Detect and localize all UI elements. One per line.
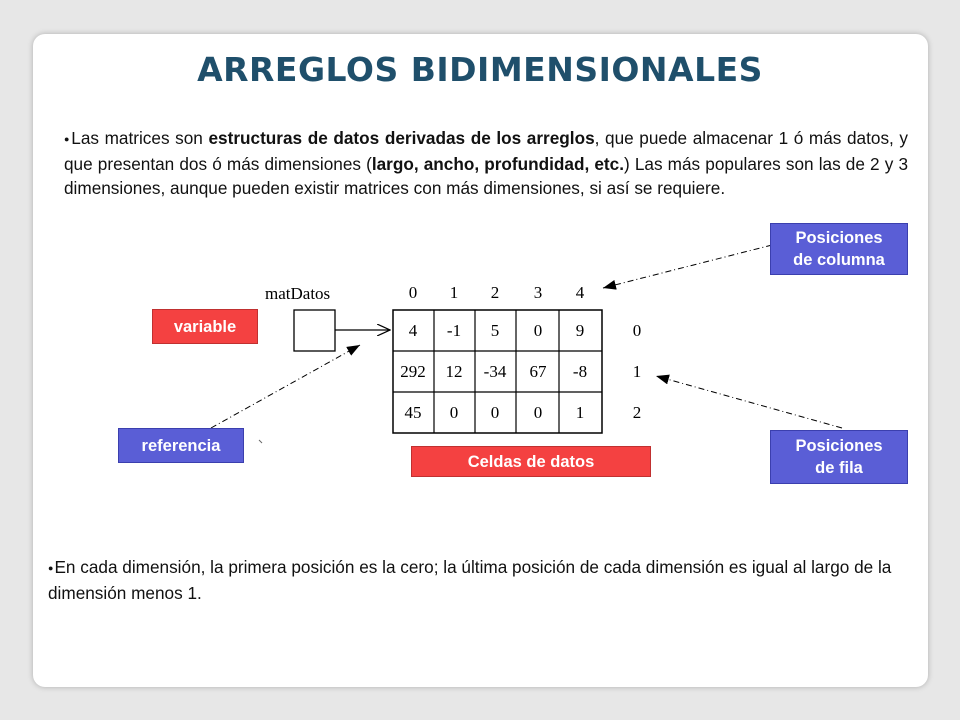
matrix-cell: -8 xyxy=(572,362,588,381)
column-positions-arrow xyxy=(603,245,772,288)
matrix-cell: 9 xyxy=(575,321,585,340)
matrix-cell: 12 xyxy=(445,362,463,381)
matrix-cell: 292 xyxy=(400,362,426,381)
celdas-label-text: Celdas de datos xyxy=(467,452,595,471)
referencia-arrow xyxy=(211,345,360,428)
column-positions-label xyxy=(770,223,908,275)
matrix-cell: 0 xyxy=(490,403,500,422)
matrix-cell: 0 xyxy=(533,321,543,340)
matrix-cell: 4 xyxy=(408,321,418,340)
variable-name-text: matDatos xyxy=(265,284,331,303)
stray-mark xyxy=(259,440,262,443)
variable-label-text: variable xyxy=(173,317,237,336)
matrix-cell: 0 xyxy=(533,403,543,422)
intro-text-1: Las matrices son xyxy=(71,128,209,148)
row-positions-line1: Posiciones xyxy=(795,437,883,455)
closing-text: En cada dimensión, la primera posición es la cero; la última posición de cada dimensión es igual al largo de la dimensión menos 1. xyxy=(48,557,892,603)
column-positions-line2: de columna xyxy=(793,251,885,269)
reference-box xyxy=(294,310,335,351)
column-index: 1 xyxy=(449,283,459,302)
row-index: 0 xyxy=(632,321,642,340)
column-index: 3 xyxy=(533,283,543,302)
intro-bold-1: estructuras de datos derivadas de los arreglos xyxy=(208,128,595,148)
column-index: 2 xyxy=(490,283,500,302)
row-index: 2 xyxy=(632,403,642,422)
matrix-cell: 0 xyxy=(449,403,459,422)
matrix-cell: 67 xyxy=(529,362,547,381)
row-positions-arrow xyxy=(656,376,842,428)
matrix-cell: 1 xyxy=(575,403,585,422)
variable-label xyxy=(152,309,258,344)
column-positions-line1: Posiciones xyxy=(795,229,883,247)
bullet-icon: ● xyxy=(48,563,54,574)
intro-text-3: ) Las más populares son las de 2 y 3 dimensiones, aunque pueden existir matrices con más dimensiones, si así se requiere. xyxy=(64,153,909,199)
intro-bold-2: largo, ancho, profundidad, etc. xyxy=(371,153,624,174)
matrix-cell: 45 xyxy=(404,403,422,422)
closing-paragraph xyxy=(48,555,908,605)
row-positions-label xyxy=(770,430,908,484)
column-index: 0 xyxy=(408,283,418,302)
matrix-cell: -1 xyxy=(446,321,462,340)
celdas-label xyxy=(411,446,651,477)
intro-text-2: , que puede almacenar 1 ó más datos, y que presentan dos ó más dimensiones ( xyxy=(64,128,909,174)
referencia-label-text: referencia xyxy=(141,436,221,455)
matrix-cell: 5 xyxy=(490,321,500,340)
row-positions-line2: de fila xyxy=(815,459,863,477)
column-index: 4 xyxy=(575,283,585,302)
matrix-cell: -34 xyxy=(483,362,507,381)
row-index: 1 xyxy=(632,362,642,381)
bullet-icon: ● xyxy=(64,134,71,145)
referencia-label xyxy=(118,428,244,463)
slide-title: ARREGLOS BIDIMENSIONALES xyxy=(197,50,763,89)
